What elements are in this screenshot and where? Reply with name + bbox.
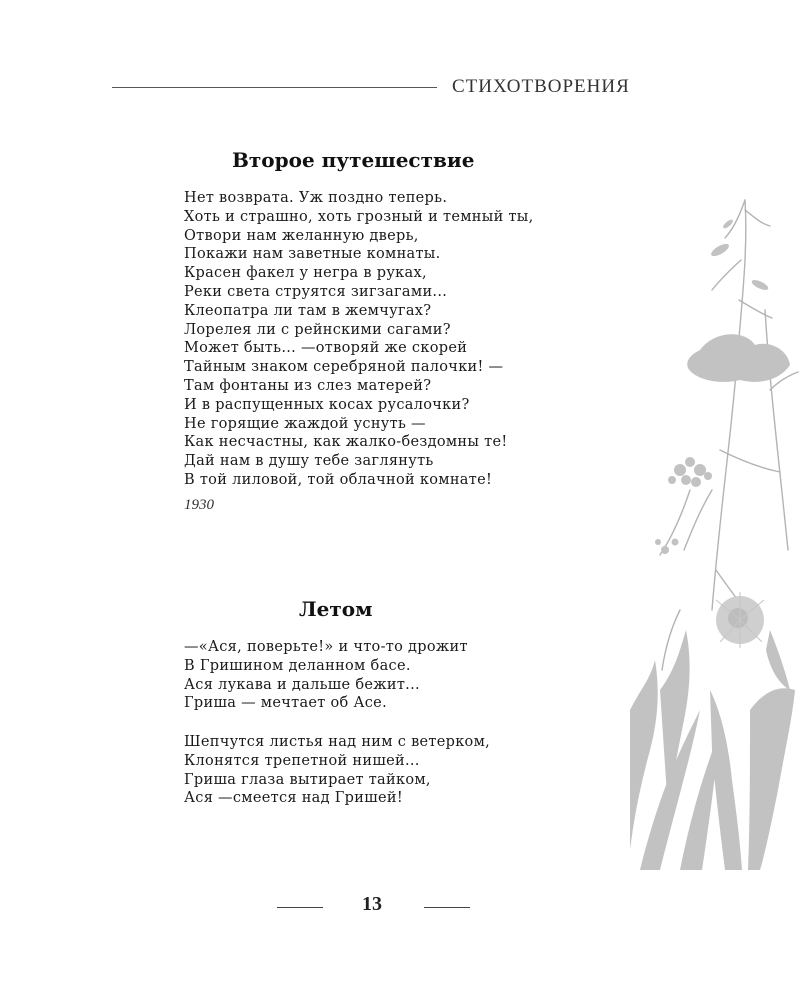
verse-line: Реки света струятся зигзагами... — [184, 283, 448, 300]
verse-line: Нет возврата. Уж поздно теперь. — [184, 190, 448, 206]
poem-title: Второе путешествие — [232, 148, 475, 172]
folio-rule-left — [277, 907, 323, 908]
poem-stanza — [184, 189, 534, 490]
verse-line: Гриша — мечтает об Асе. — [184, 695, 387, 712]
verse-line: Клеопатра ли там в жемчугах? — [184, 302, 432, 319]
flower-head — [687, 334, 790, 382]
page-number: 13 — [362, 893, 382, 915]
verse-line: Как несчастны, как жалко-бездомны те! — [184, 434, 508, 451]
verse-line: Лорелея ли с рейнскими сагами? — [184, 321, 451, 338]
poem-stanza — [184, 733, 490, 808]
wildflower-illustration — [620, 190, 800, 870]
verse-line: Тайным знаком серебряной палочки! — — [184, 359, 504, 376]
poem-title: Летом — [299, 597, 373, 621]
verse-line: В той лиловой, той облачной комнате! — [184, 471, 493, 488]
verse-line: И в распущенных косах русалочки? — [184, 396, 470, 413]
folio-rule-right — [424, 907, 470, 908]
running-header: СТИХОТВОРЕНИЯ — [452, 76, 630, 97]
verse-line: В Гришином деланном басе. — [184, 657, 411, 674]
verse-line: Шепчутся листья над ним с ветерком, — [184, 734, 491, 750]
poem-year: 1930 — [184, 497, 214, 513]
verse-line: Дай нам в душу тебе заглянуть — [184, 453, 434, 470]
verse-line: Ася лукава и дальше бежит... — [184, 676, 420, 693]
verse-line: Хоть и страшно, хоть грозный и темный ты, — [184, 208, 534, 225]
verse-line: Отвори нам желанную дверь, — [184, 227, 419, 244]
verse-line: Красен факел у негра в руках, — [184, 265, 427, 282]
header-rule — [112, 87, 437, 88]
verse-line: Ася —смеется над Гришей! — [184, 790, 403, 807]
verse-line: Там фонтаны из слез матерей? — [184, 377, 432, 394]
poem-stanza — [184, 638, 468, 713]
verse-line: Покажи нам заветные комнаты. — [184, 246, 441, 263]
verse-line: Клонятся трепетной нишей... — [184, 752, 420, 769]
verse-line: Может быть... —отворяй же скорей — [184, 340, 468, 357]
stem — [712, 200, 746, 610]
verse-line: —«Ася, поверьте!» и что-то дрожит — [184, 639, 468, 655]
verse-line: Не горящие жаждой уснуть — — [184, 415, 426, 432]
verse-line: Гриша глаза вытирает тайком, — [184, 771, 431, 788]
